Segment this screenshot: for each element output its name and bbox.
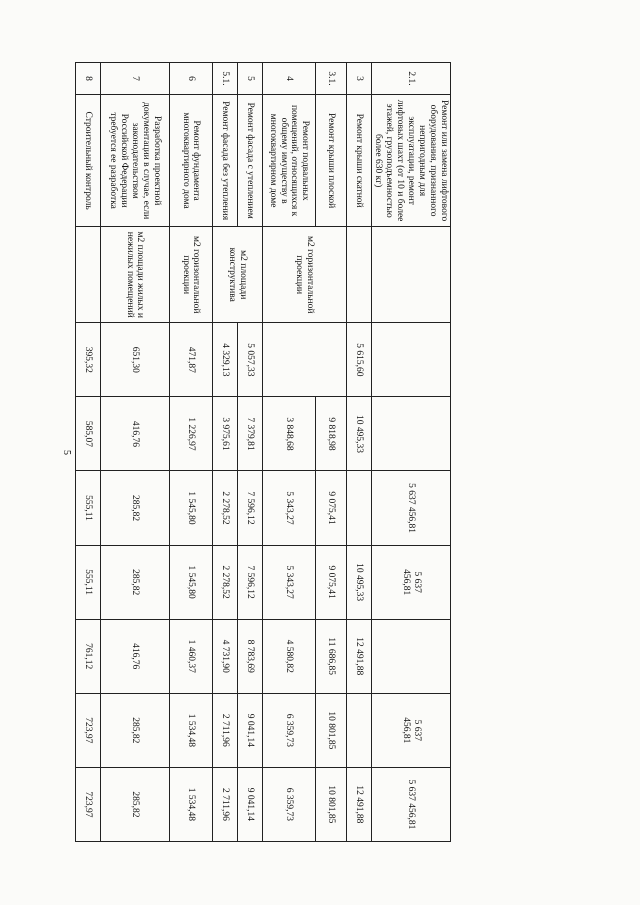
value-cell: 2 711,96 — [212, 767, 237, 841]
value-cell: 285,82 — [100, 471, 169, 545]
work-type: Строительный контроль — [75, 95, 100, 227]
value-cell: 10 801,85 — [315, 693, 346, 767]
value-cell: 585,07 — [75, 397, 100, 471]
value-cell: 9 075,41 — [315, 471, 346, 545]
table-row — [315, 63, 346, 842]
value-cell: 9 041,14 — [237, 767, 262, 841]
value-cell: 285,82 — [100, 767, 169, 841]
value-cell: 7 596,12 — [237, 471, 262, 545]
value-cell: 651,30 — [100, 323, 169, 397]
value-cell: 555,11 — [75, 545, 100, 619]
work-type: Ремонт крыши плоской — [315, 95, 346, 227]
work-type: Ремонт фасада с утеплением — [237, 95, 262, 227]
row-number: 3.1. — [315, 63, 346, 95]
row-number: 5.1. — [212, 63, 237, 95]
value-cell: 2 711,96 — [212, 693, 237, 767]
work-type: Разработка проектной документации в случае, если законодательством Российской Федерации требуется ее разработка — [100, 95, 169, 227]
work-type: Ремонт крыши скатной — [346, 95, 371, 227]
table-row — [212, 63, 237, 842]
value-cell: 2 278,52 — [212, 471, 237, 545]
value-cell: 9 818,98 — [315, 397, 346, 471]
row-number: 2.1. — [371, 63, 450, 95]
value-cell — [346, 693, 371, 767]
value-cell: 1 460,37 — [169, 619, 212, 693]
value-cell: 5 637 456,81 — [371, 767, 450, 841]
unit-cell — [371, 227, 450, 323]
value-cell — [346, 471, 371, 545]
value-cell — [371, 397, 450, 471]
value-cell — [371, 323, 450, 397]
value-cell: 11 686,85 — [315, 619, 346, 693]
value-cell: 12 491,88 — [346, 619, 371, 693]
table-row — [237, 63, 262, 842]
row-number: 7 — [100, 63, 169, 95]
value-cell: 4 731,90 — [212, 619, 237, 693]
table-row — [100, 63, 169, 842]
value-cell: 285,82 — [100, 545, 169, 619]
value-cell: 8 783,69 — [237, 619, 262, 693]
value-cell: 416,76 — [100, 619, 169, 693]
value-cell — [371, 619, 450, 693]
value-cell: 5 615,60 — [346, 323, 371, 397]
value-cell: 723,97 — [75, 767, 100, 841]
unit-cell: м2 площади конструктива — [212, 227, 262, 323]
value-cell: 4 329,13 — [212, 323, 237, 397]
value-cell: 4 580,82 — [262, 619, 315, 693]
table-row — [262, 63, 315, 842]
value-cell: 555,11 — [75, 471, 100, 545]
value-cell: 10 495,33 — [346, 545, 371, 619]
value-cell: 1 534,48 — [169, 693, 212, 767]
unit-cell: м2 горизонтальной проекции — [169, 227, 212, 323]
value-cell: 2 278,52 — [212, 545, 237, 619]
value-cell: 416,76 — [100, 397, 169, 471]
value-cell: 12 491,88 — [346, 767, 371, 841]
value-cell: 5 637 456,81 — [371, 471, 450, 545]
value-cell: 5 343,27 — [262, 545, 315, 619]
value-cell: 9 075,41 — [315, 545, 346, 619]
table-row — [371, 63, 450, 842]
rotated-page — [81, 62, 451, 842]
cost-table — [75, 62, 451, 842]
unit-cell — [346, 227, 371, 323]
value-cell: 6 359,73 — [262, 767, 315, 841]
value-cell — [262, 323, 346, 397]
value-cell: 723,97 — [75, 693, 100, 767]
value-cell: 6 359,73 — [262, 693, 315, 767]
work-type: Ремонт или замена лифтового оборудования, признанного непригодным для эксплуатации, ремонт лифтовых шахт (от 10 и более этажей, грузоподъемностью более 630 кг) — [371, 95, 450, 227]
row-number: 4 — [262, 63, 315, 95]
work-type: Ремонт фасада без утепления — [212, 95, 237, 227]
value-cell: 7 379,81 — [237, 397, 262, 471]
value-cell: 395,32 — [75, 323, 100, 397]
value-cell: 9 041,14 — [237, 693, 262, 767]
value-cell: 5 637 456,81 — [371, 693, 450, 767]
value-cell: 10 801,85 — [315, 767, 346, 841]
value-cell: 10 495,33 — [346, 397, 371, 471]
work-type: Ремонт подвальных помещений, относящихся к общему имуществу в многоквартирном доме — [262, 95, 315, 227]
unit-cell: м2 площади жилых и нежилых помещений — [100, 227, 169, 323]
row-number: 5 — [237, 63, 262, 95]
page-number: 5 — [61, 450, 72, 455]
table-row — [346, 63, 371, 842]
value-cell: 7 596,12 — [237, 545, 262, 619]
value-cell: 3 975,61 — [212, 397, 237, 471]
value-cell: 1 226,97 — [169, 397, 212, 471]
unit-cell — [75, 227, 100, 323]
value-cell: 471,87 — [169, 323, 212, 397]
row-number: 6 — [169, 63, 212, 95]
value-cell: 5 343,27 — [262, 471, 315, 545]
value-cell: 1 545,80 — [169, 545, 212, 619]
value-cell: 1 545,80 — [169, 471, 212, 545]
table-row — [169, 63, 212, 842]
unit-cell: м2 горизонтальной проекции — [262, 227, 346, 323]
value-cell: 3 848,68 — [262, 397, 315, 471]
row-number: 8 — [75, 63, 100, 95]
table-row — [75, 63, 100, 842]
value-cell: 1 534,48 — [169, 767, 212, 841]
value-cell: 5 057,33 — [237, 323, 262, 397]
value-cell: 5 637 456,81 — [371, 545, 450, 619]
value-cell: 761,12 — [75, 619, 100, 693]
value-cell: 285,82 — [100, 693, 169, 767]
row-number: 3 — [346, 63, 371, 95]
work-type: Ремонт фундамента многоквартирного дома — [169, 95, 212, 227]
